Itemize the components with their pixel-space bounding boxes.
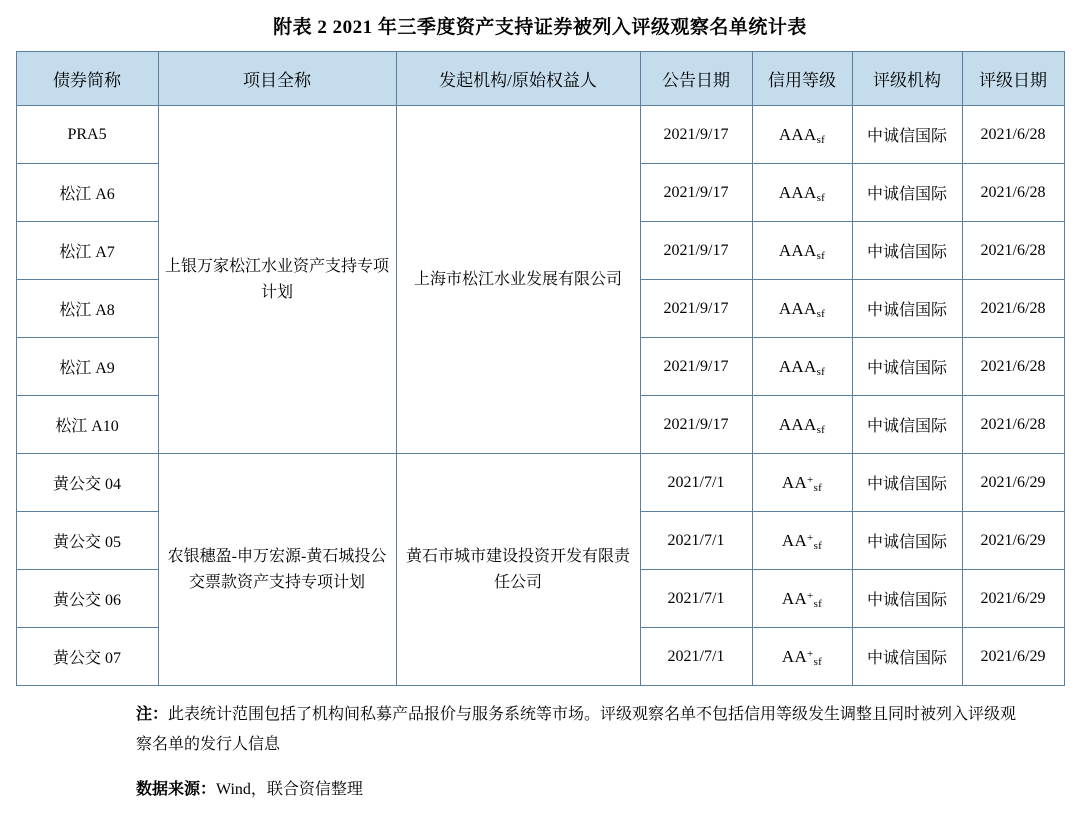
rating-subscript: sf	[816, 249, 826, 262]
cell-rating-date: 2021/6/29	[962, 512, 1064, 570]
rating-subscript: sf	[813, 597, 823, 610]
cell-rating-date: 2021/6/28	[962, 280, 1064, 338]
cell-bond-name: 松江 A8	[16, 280, 158, 338]
footnote-note-label: 注：	[136, 706, 169, 723]
cell-notice-date: 2021/7/1	[640, 628, 752, 686]
rating-text: AAA	[778, 182, 817, 202]
cell-bond-name: 松江 A6	[16, 164, 158, 222]
cell-notice-date: 2021/9/17	[640, 280, 752, 338]
cell-credit-rating	[752, 570, 852, 628]
cell-notice-date: 2021/7/1	[640, 512, 752, 570]
cell-rating-agency: 中诚信国际	[852, 512, 962, 570]
cell-notice-date: 2021/9/17	[640, 106, 752, 164]
cell-sponsor: 上海市松江水业发展有限公司	[396, 106, 640, 454]
cell-bond-name: 黄公交 06	[16, 570, 158, 628]
cell-notice-date: 2021/9/17	[640, 338, 752, 396]
cell-notice-date: 2021/7/1	[640, 454, 752, 512]
cell-rating-date: 2021/6/28	[962, 164, 1064, 222]
rating-subscript: sf	[813, 655, 823, 668]
table-header	[16, 52, 1064, 106]
column-header-rating-agency: 评级机构	[852, 52, 962, 106]
cell-bond-name: 黄公交 07	[16, 628, 158, 686]
cell-bond-name: 松江 A7	[16, 222, 158, 280]
rating-subscript: sf	[813, 481, 823, 494]
cell-rating-agency: 中诚信国际	[852, 164, 962, 222]
cell-credit-rating	[752, 106, 852, 164]
rating-subscript: sf	[813, 539, 823, 552]
cell-bond-name: 松江 A10	[16, 396, 158, 454]
cell-rating-date: 2021/6/28	[962, 338, 1064, 396]
cell-project-name: 上银万家松江水业资产支持专项计划	[158, 106, 396, 454]
cell-project-name: 农银穗盈-申万宏源-黄石城投公交票款资产支持专项计划	[158, 454, 396, 686]
cell-bond-name: 黄公交 05	[16, 512, 158, 570]
footnote-source-text: Wind，联合资信整理	[216, 780, 363, 798]
cell-sponsor: 黄石市城市建设投资开发有限责任公司	[396, 454, 640, 686]
cell-rating-date: 2021/6/28	[962, 396, 1064, 454]
cell-credit-rating	[752, 338, 852, 396]
rating-subscript: sf	[816, 307, 826, 320]
rating-text: AAA	[778, 298, 817, 318]
cell-notice-date: 2021/7/1	[640, 570, 752, 628]
cell-rating-date: 2021/6/28	[962, 222, 1064, 280]
cell-bond-name: PRA5	[16, 106, 158, 164]
footnote-note-text: 此表统计范围包括了机构间私募产品报价与服务系统等市场。评级观察名单不包括信用等级发生调整且同时被列入评级观察名单的发行人信息	[136, 706, 1017, 754]
rating-text: AA	[781, 646, 808, 666]
cell-notice-date: 2021/9/17	[640, 164, 752, 222]
cell-rating-agency: 中诚信国际	[852, 338, 962, 396]
rating-subscript: sf	[816, 365, 826, 378]
cell-rating-date: 2021/6/28	[962, 106, 1064, 164]
column-header-project-name: 项目全称	[158, 52, 396, 106]
rating-text: AAA	[778, 124, 817, 144]
cell-bond-name: 黄公交 04	[16, 454, 158, 512]
rating-modifier: +	[807, 473, 814, 486]
cell-rating-agency: 中诚信国际	[852, 628, 962, 686]
cell-rating-date: 2021/6/29	[962, 570, 1064, 628]
rating-watchlist-table	[16, 51, 1065, 686]
rating-modifier: +	[807, 647, 814, 660]
table-row	[16, 106, 1064, 164]
rating-modifier: +	[807, 531, 814, 544]
footnotes	[16, 700, 1064, 805]
rating-text: AAA	[778, 356, 817, 376]
column-header-sponsor: 发起机构/原始权益人	[396, 52, 640, 106]
cell-notice-date: 2021/9/17	[640, 396, 752, 454]
cell-bond-name: 松江 A9	[16, 338, 158, 396]
footnote-source-label: 数据来源：	[136, 780, 217, 798]
rating-modifier: +	[807, 589, 814, 602]
cell-rating-agency: 中诚信国际	[852, 222, 962, 280]
rating-text: AAA	[778, 240, 817, 260]
footnote-source	[136, 775, 1024, 805]
footnote-note	[136, 700, 1024, 761]
page-title: 附表 2 2021 年三季度资产支持证券被列入评级观察名单统计表	[273, 17, 807, 38]
cell-notice-date: 2021/9/17	[640, 222, 752, 280]
cell-credit-rating	[752, 454, 852, 512]
rating-text: AA	[781, 472, 808, 492]
cell-credit-rating	[752, 396, 852, 454]
cell-credit-rating	[752, 628, 852, 686]
cell-credit-rating	[752, 164, 852, 222]
rating-subscript: sf	[816, 133, 826, 146]
column-header-credit-rating: 信用等级	[752, 52, 852, 106]
cell-rating-date: 2021/6/29	[962, 628, 1064, 686]
rating-text: AA	[781, 588, 808, 608]
table-row	[16, 454, 1064, 512]
column-header-bond-name: 债券简称	[16, 52, 158, 106]
column-header-notice-date: 公告日期	[640, 52, 752, 106]
table-body	[16, 106, 1064, 686]
cell-credit-rating	[752, 512, 852, 570]
cell-rating-agency: 中诚信国际	[852, 570, 962, 628]
cell-rating-agency: 中诚信国际	[852, 106, 962, 164]
cell-rating-agency: 中诚信国际	[852, 454, 962, 512]
rating-text: AAA	[778, 414, 817, 434]
cell-rating-agency: 中诚信国际	[852, 280, 962, 338]
rating-text: AA	[781, 530, 808, 550]
cell-rating-date: 2021/6/29	[962, 454, 1064, 512]
cell-credit-rating	[752, 222, 852, 280]
rating-subscript: sf	[816, 423, 826, 436]
cell-rating-agency: 中诚信国际	[852, 396, 962, 454]
column-header-rating-date: 评级日期	[962, 52, 1064, 106]
rating-subscript: sf	[816, 191, 826, 204]
table-header-row	[16, 52, 1064, 106]
cell-credit-rating	[752, 280, 852, 338]
